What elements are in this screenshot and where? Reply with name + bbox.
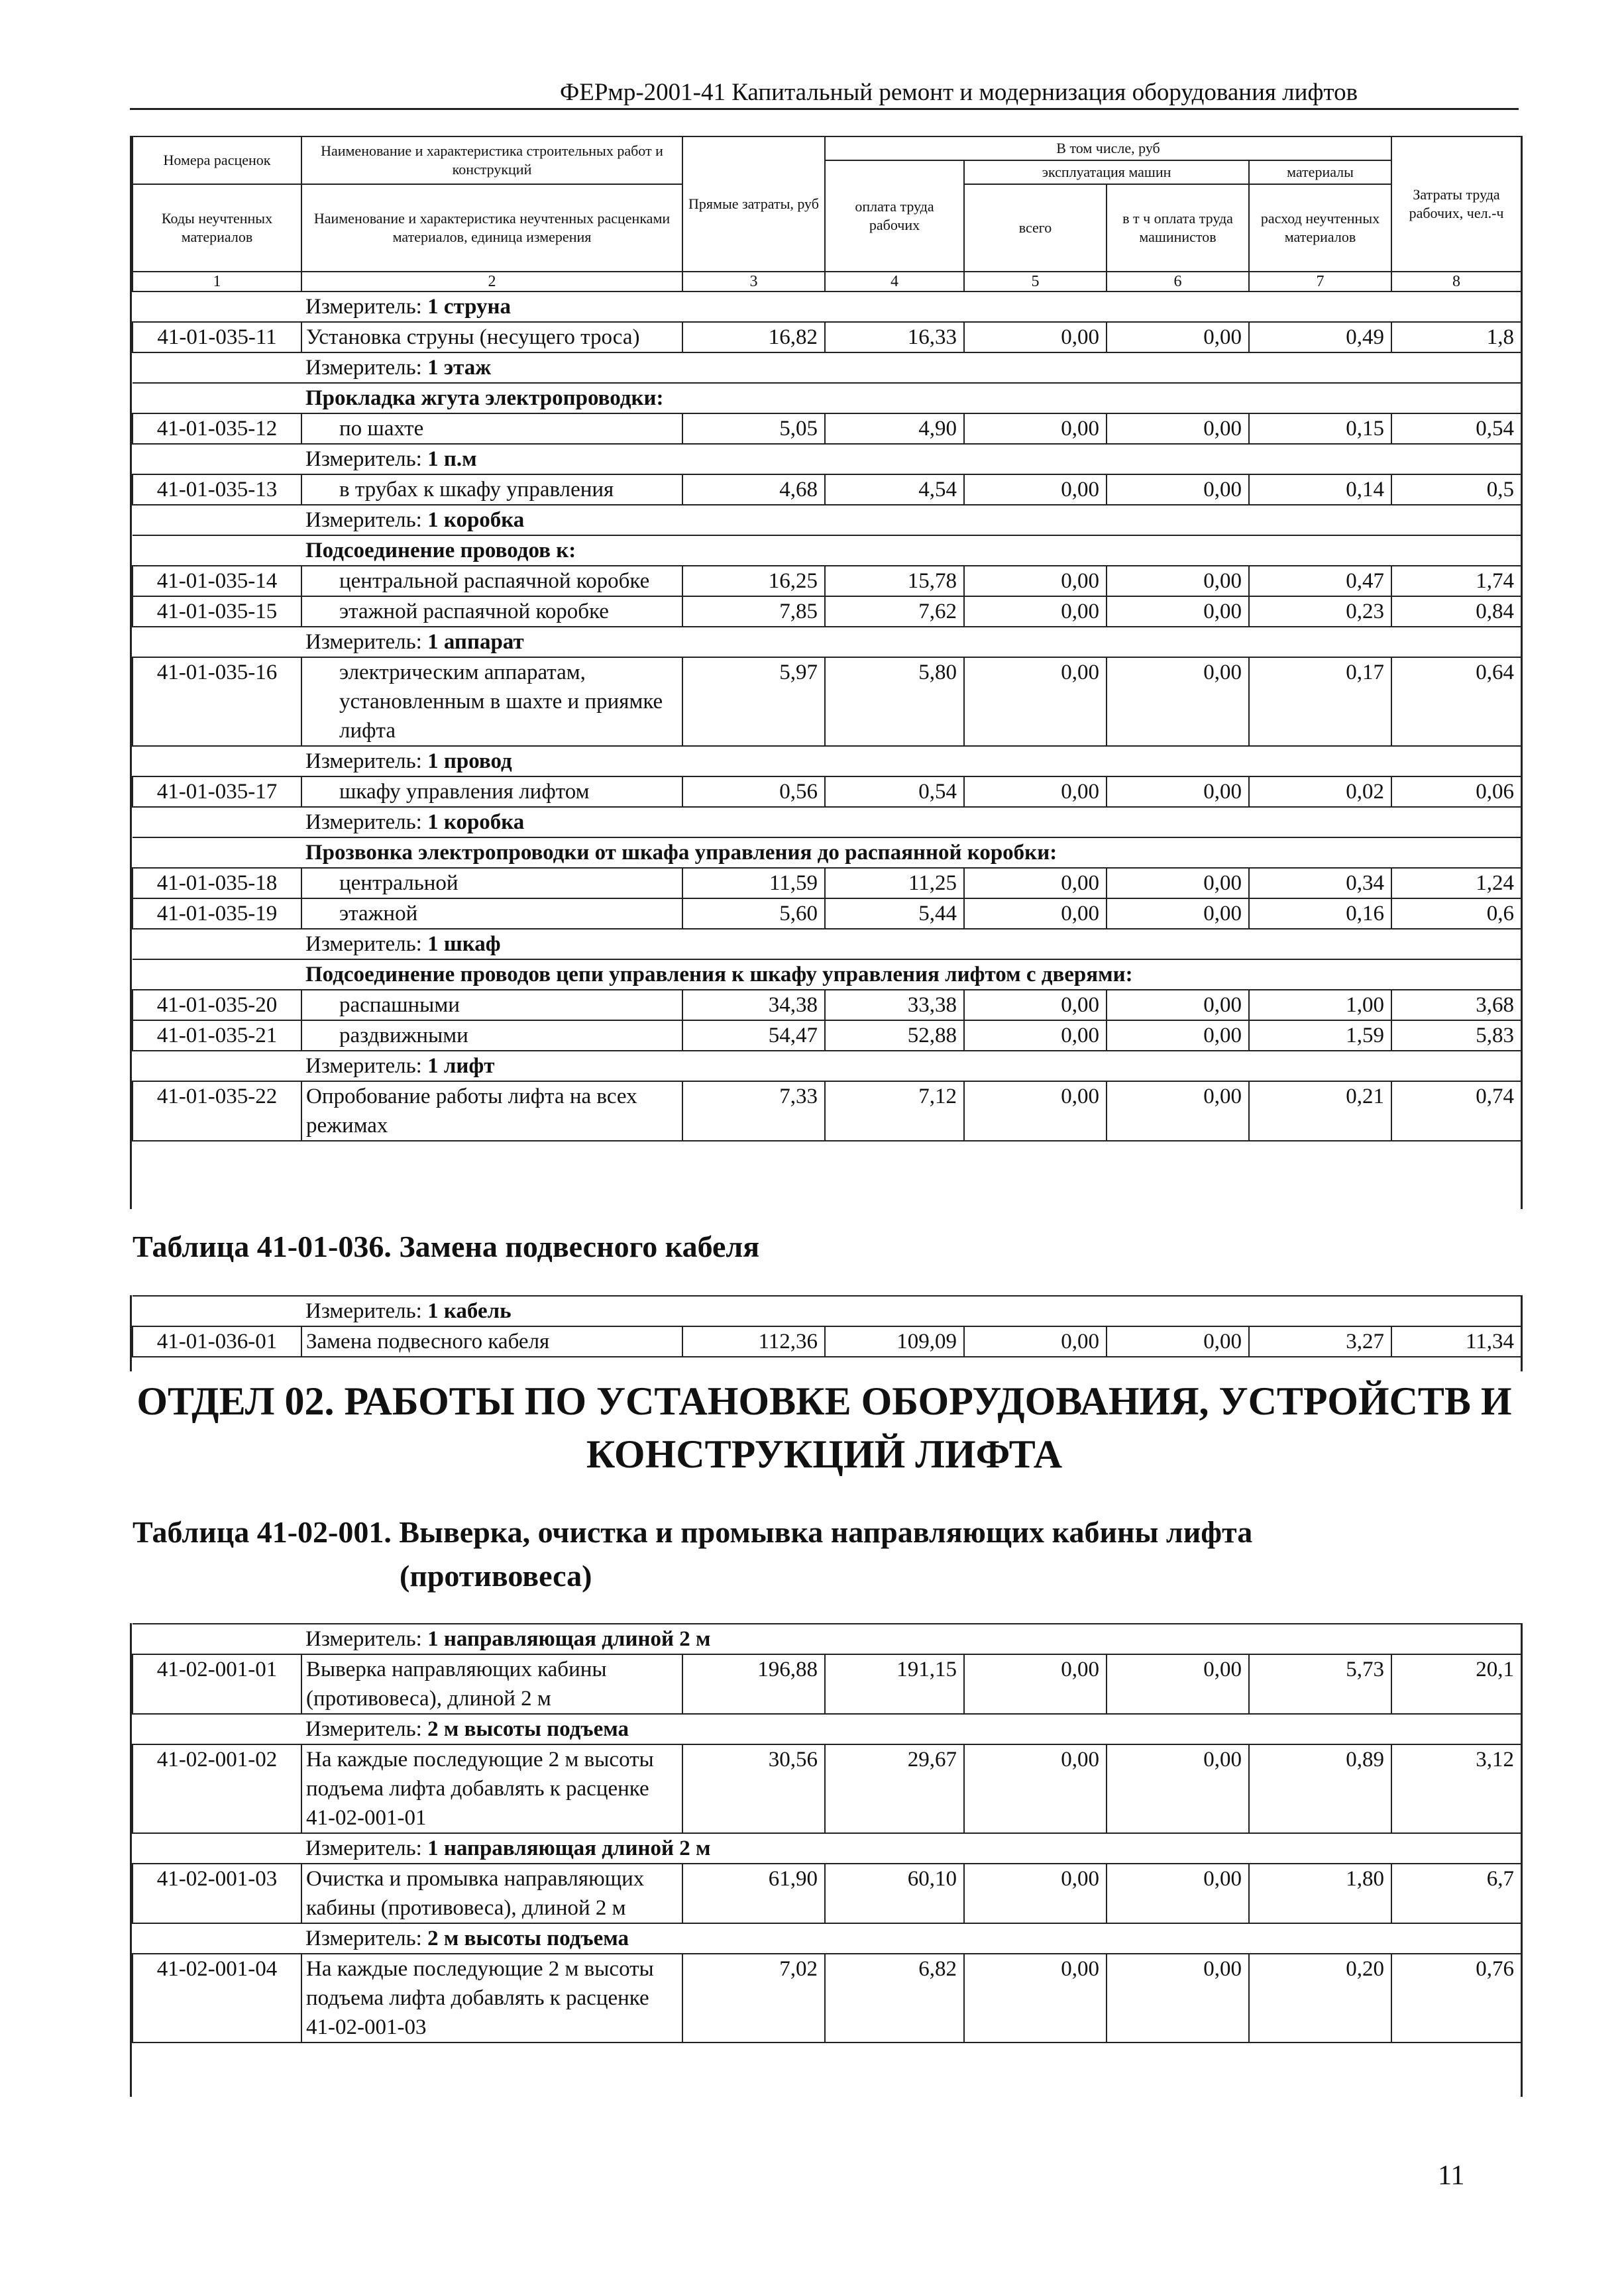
machines-total-cell: 0,00 (964, 1954, 1107, 2043)
measure-row (133, 505, 1521, 535)
measure-row (133, 627, 1521, 657)
rate-name: Замена подвесного кабеля (301, 1326, 682, 1357)
labor-hours-cell: 1,24 (1391, 868, 1521, 898)
wages-cell: 16,33 (825, 322, 964, 352)
machines-total-cell: 0,00 (964, 566, 1107, 596)
wages-cell: 7,62 (825, 596, 964, 627)
table-row (133, 1081, 1521, 1141)
measure-label (301, 292, 1521, 322)
measure-prefix: Измеритель: (305, 810, 428, 834)
rate-name: центральной (301, 868, 682, 898)
empty-cell (133, 627, 301, 657)
empty-cell (133, 746, 301, 776)
rate-code: 41-01-035-14 (133, 566, 301, 596)
table-row (133, 474, 1521, 505)
measure-label (301, 1833, 1521, 1864)
materials-cell: 1,59 (1249, 1020, 1391, 1051)
rate-code: 41-01-035-21 (133, 1020, 301, 1051)
hdr-material-codes: Коды неучтенных материалов (133, 184, 301, 272)
machinists-wages-cell: 0,00 (1107, 413, 1249, 444)
empty-cell (133, 929, 301, 959)
rate-code: 41-02-001-04 (133, 1954, 301, 2043)
rate-name: в трубах к шкафу управления (301, 474, 682, 505)
labor-hours-cell: 0,76 (1391, 1954, 1521, 2043)
rate-name: этажной (301, 898, 682, 929)
wages-cell: 11,25 (825, 868, 964, 898)
materials-cell: 0,15 (1249, 413, 1391, 444)
wages-cell: 52,88 (825, 1020, 964, 1051)
labor-hours-cell: 5,83 (1391, 1020, 1521, 1051)
hdr-material-names: Наименование и характеристика неучтенных расценками материалов, единица измерения (301, 184, 682, 272)
empty-cell (133, 1624, 301, 1654)
wages-cell: 29,67 (825, 1744, 964, 1833)
rate-name: электрическим аппаратам, установленным в шахте и приямке лифта (301, 657, 682, 746)
section-title: ОТДЕЛ 02. РАБОТЫ ПО УСТАНОВКЕ ОБОРУДОВАНИЯ, УСТРОЙСТВ И КОНСТРУКЦИЙ ЛИФТА (136, 1379, 1512, 1476)
rate-name: Очистка и промывка направляющих кабины (противовеса), длиной 2 м (301, 1864, 682, 1923)
direct-costs-cell: 0,56 (682, 776, 825, 807)
measure-unit: 1 кабель (427, 1299, 512, 1323)
machinists-wages-cell: 0,00 (1107, 322, 1249, 352)
rate-code: 41-01-036-01 (133, 1326, 301, 1357)
table-title-line-2: (противовеса) (400, 1559, 592, 1593)
measure-unit: 1 коробка (427, 508, 525, 532)
running-title: ФЕРмр-2001-41 Капитальный ремонт и модернизация оборудования лифтов (560, 79, 1358, 106)
measure-label (301, 505, 1521, 535)
machines-total-cell: 0,00 (964, 868, 1107, 898)
direct-costs-cell: 5,05 (682, 413, 825, 444)
machinists-wages-cell: 0,00 (1107, 776, 1249, 807)
labor-hours-cell: 3,68 (1391, 990, 1521, 1020)
wages-cell: 0,54 (825, 776, 964, 807)
subheading-row (133, 383, 1521, 413)
machinists-wages-cell: 0,00 (1107, 1020, 1249, 1051)
measure-prefix: Измеритель: (305, 630, 428, 654)
rate-name: по шахте (301, 413, 682, 444)
machinists-wages-cell: 0,00 (1107, 1081, 1249, 1141)
rates-table-3 (132, 1623, 1522, 2043)
direct-costs-cell: 11,59 (682, 868, 825, 898)
machinists-wages-cell: 0,00 (1107, 657, 1249, 746)
machines-total-cell: 0,00 (964, 1020, 1107, 1051)
labor-hours-cell: 20,1 (1391, 1654, 1521, 1714)
subheading: Подсоединение проводов цепи управления к шкафу управления лифтом с дверями: (301, 959, 1521, 990)
rates-table-1 (132, 136, 1522, 1142)
measure-prefix: Измеритель: (305, 932, 428, 956)
rate-name: раздвижными (301, 1020, 682, 1051)
measure-label (301, 746, 1521, 776)
hdr-including: В том числе, руб (825, 136, 1391, 160)
hdr-materials-use: расход неучтенных материалов (1249, 184, 1391, 272)
wages-cell: 5,80 (825, 657, 964, 746)
measure-row (133, 1714, 1521, 1744)
rate-code: 41-01-035-12 (133, 413, 301, 444)
materials-cell: 0,14 (1249, 474, 1391, 505)
direct-costs-cell: 16,82 (682, 322, 825, 352)
rate-code: 41-02-001-02 (133, 1744, 301, 1833)
measure-row (133, 1923, 1521, 1954)
rates-table-2 (132, 1295, 1522, 1357)
measure-label (301, 352, 1521, 383)
table-row (133, 596, 1521, 627)
direct-costs-cell: 7,85 (682, 596, 825, 627)
rate-code: 41-01-035-20 (133, 990, 301, 1020)
measure-unit: 1 этаж (427, 356, 492, 380)
machines-total-cell: 0,00 (964, 990, 1107, 1020)
measure-label (301, 627, 1521, 657)
measure-unit: 1 струна (427, 295, 512, 319)
materials-cell: 0,21 (1249, 1081, 1391, 1141)
measure-prefix: Измеритель: (305, 295, 428, 319)
col-num: 5 (964, 272, 1107, 292)
empty-cell (133, 383, 301, 413)
hdr-rate-numbers: Номера расценок (133, 136, 301, 184)
direct-costs-cell: 4,68 (682, 474, 825, 505)
machines-total-cell: 0,00 (964, 1081, 1107, 1141)
empty-cell (133, 1051, 301, 1081)
materials-cell: 1,00 (1249, 990, 1391, 1020)
empty-cell (133, 1714, 301, 1744)
subheading: Прокладка жгута электропроводки: (301, 383, 1521, 413)
machinists-wages-cell: 0,00 (1107, 596, 1249, 627)
machinists-wages-cell: 0,00 (1107, 868, 1249, 898)
hdr-machines-total: всего (964, 184, 1107, 272)
table-row (133, 566, 1521, 596)
machinists-wages-cell: 0,00 (1107, 1744, 1249, 1833)
machinists-wages-cell: 0,00 (1107, 1326, 1249, 1357)
rate-name: центральной распаячной коробке (301, 566, 682, 596)
measure-prefix: Измеритель: (305, 1054, 428, 1078)
machines-total-cell: 0,00 (964, 657, 1107, 746)
hdr-machines: эксплуатация машин (964, 160, 1249, 184)
subheading-row (133, 535, 1521, 566)
materials-cell: 0,49 (1249, 322, 1391, 352)
materials-cell: 0,17 (1249, 657, 1391, 746)
rate-code: 41-01-035-22 (133, 1081, 301, 1141)
measure-row (133, 807, 1521, 837)
materials-cell: 0,02 (1249, 776, 1391, 807)
empty-cell (133, 959, 301, 990)
wages-cell: 60,10 (825, 1864, 964, 1923)
col-num: 7 (1249, 272, 1391, 292)
measure-prefix: Измеритель: (305, 1836, 428, 1860)
table-row (133, 1954, 1521, 2043)
measure-row (133, 352, 1521, 383)
labor-hours-cell: 1,8 (1391, 322, 1521, 352)
measure-label (301, 1923, 1521, 1954)
rate-code: 41-01-035-17 (133, 776, 301, 807)
materials-cell: 0,34 (1249, 868, 1391, 898)
col-num: 8 (1391, 272, 1521, 292)
measure-prefix: Измеритель: (305, 749, 428, 773)
direct-costs-cell: 54,47 (682, 1020, 825, 1051)
wages-cell: 5,44 (825, 898, 964, 929)
measure-row (133, 746, 1521, 776)
hdr-wages: оплата труда рабочих (825, 160, 964, 272)
labor-hours-cell: 0,64 (1391, 657, 1521, 746)
measure-unit: 1 аппарат (427, 630, 524, 654)
empty-cell (133, 505, 301, 535)
measure-row (133, 444, 1521, 474)
table-row (133, 868, 1521, 898)
measure-label (301, 1296, 1521, 1326)
direct-costs-cell: 16,25 (682, 566, 825, 596)
direct-costs-cell: 5,97 (682, 657, 825, 746)
table-block-2 (130, 1295, 1523, 1371)
measure-label (301, 1714, 1521, 1744)
rate-code: 41-01-035-19 (133, 898, 301, 929)
table-row (133, 1654, 1521, 1714)
measure-prefix: Измеритель: (305, 1927, 428, 1950)
wages-cell: 7,12 (825, 1081, 964, 1141)
measure-prefix: Измеритель: (305, 1299, 428, 1323)
machinists-wages-cell: 0,00 (1107, 898, 1249, 929)
wages-cell: 191,15 (825, 1654, 964, 1714)
labor-hours-cell: 0,84 (1391, 596, 1521, 627)
machines-total-cell: 0,00 (964, 474, 1107, 505)
materials-cell: 0,23 (1249, 596, 1391, 627)
direct-costs-cell: 61,90 (682, 1864, 825, 1923)
rate-code: 41-01-035-11 (133, 322, 301, 352)
machinists-wages-cell: 0,00 (1107, 566, 1249, 596)
hdr-materials: материалы (1249, 160, 1391, 184)
machinists-wages-cell: 0,00 (1107, 1954, 1249, 2043)
rate-name: На каждые последующие 2 м высоты подъема лифта добавлять к расценке 41-02-001-03 (301, 1954, 682, 2043)
labor-hours-cell: 0,54 (1391, 413, 1521, 444)
direct-costs-cell: 7,02 (682, 1954, 825, 2043)
empty-cell (133, 837, 301, 868)
labor-hours-cell: 11,34 (1391, 1326, 1521, 1357)
table-row (133, 1744, 1521, 1833)
materials-cell: 0,89 (1249, 1744, 1391, 1833)
direct-costs-cell: 5,60 (682, 898, 825, 929)
measure-label (301, 444, 1521, 474)
subheading: Прозвонка электропроводки от шкафа управления до распаянной коробки: (301, 837, 1521, 868)
wages-cell: 4,90 (825, 413, 964, 444)
measure-unit: 1 шкаф (427, 932, 501, 956)
wages-cell: 4,54 (825, 474, 964, 505)
table-41-02-001-title (133, 1511, 1252, 1598)
wages-cell: 15,78 (825, 566, 964, 596)
machinists-wages-cell: 0,00 (1107, 474, 1249, 505)
empty-cell (133, 1923, 301, 1954)
table-title-line-1: Таблица 41-02-001. Выверка, очистка и промывка направляющих кабины лифта (133, 1515, 1253, 1549)
empty-cell (133, 535, 301, 566)
materials-cell: 0,47 (1249, 566, 1391, 596)
direct-costs-cell: 112,36 (682, 1326, 825, 1357)
table-row (133, 776, 1521, 807)
machinists-wages-cell: 0,00 (1107, 1654, 1249, 1714)
labor-hours-cell: 0,5 (1391, 474, 1521, 505)
measure-row (133, 1833, 1521, 1864)
direct-costs-cell: 196,88 (682, 1654, 825, 1714)
table-row (133, 413, 1521, 444)
measure-label (301, 1624, 1521, 1654)
machines-total-cell: 0,00 (964, 596, 1107, 627)
col-num: 6 (1107, 272, 1249, 292)
rate-name: На каждые последующие 2 м высоты подъема лифта добавлять к расценке 41-02-001-01 (301, 1744, 682, 1833)
rate-name: шкафу управления лифтом (301, 776, 682, 807)
page-number: 11 (1438, 2160, 1465, 2191)
empty-cell (133, 1296, 301, 1326)
machines-total-cell: 0,00 (964, 322, 1107, 352)
measure-unit: 1 п.м (427, 447, 477, 471)
materials-cell: 3,27 (1249, 1326, 1391, 1357)
rate-code: 41-02-001-01 (133, 1654, 301, 1714)
machines-total-cell: 0,00 (964, 413, 1107, 444)
measure-row (133, 1051, 1521, 1081)
table-block-1 (130, 136, 1523, 1209)
rate-name: Опробование работы лифта на всех режимах (301, 1081, 682, 1141)
materials-cell: 5,73 (1249, 1654, 1391, 1714)
hdr-machinists: в т ч оплата труда машинистов (1107, 184, 1249, 272)
measure-prefix: Измеритель: (305, 1627, 428, 1651)
machines-total-cell: 0,00 (964, 776, 1107, 807)
labor-hours-cell: 3,12 (1391, 1744, 1521, 1833)
measure-unit: 1 коробка (427, 810, 525, 834)
wages-cell: 6,82 (825, 1954, 964, 2043)
measure-label (301, 1051, 1521, 1081)
subheading: Подсоединение проводов к: (301, 535, 1521, 566)
empty-cell (133, 1833, 301, 1864)
rate-name: Установка струны (несущего троса) (301, 322, 682, 352)
table-row (133, 990, 1521, 1020)
hdr-direct-costs: Прямые затраты, руб (682, 136, 825, 272)
measure-unit: 1 направляющая длиной 2 м (427, 1836, 711, 1860)
rate-name: Выверка направляющих кабины (противовеса), длиной 2 м (301, 1654, 682, 1714)
measure-label (301, 807, 1521, 837)
machines-total-cell: 0,00 (964, 898, 1107, 929)
rate-name: этажной распаячной коробке (301, 596, 682, 627)
labor-hours-cell: 0,06 (1391, 776, 1521, 807)
machines-total-cell: 0,00 (964, 1864, 1107, 1923)
table-row (133, 1020, 1521, 1051)
direct-costs-cell: 30,56 (682, 1744, 825, 1833)
measure-unit: 1 направляющая длиной 2 м (427, 1627, 711, 1651)
measure-unit: 1 провод (427, 749, 512, 773)
table-41-01-036-title: Таблица 41-01-036. Замена подвесного кабеля (133, 1230, 760, 1263)
machinists-wages-cell: 0,00 (1107, 990, 1249, 1020)
col-num: 1 (133, 272, 301, 292)
table-row (133, 322, 1521, 352)
hdr-work-name: Наименование и характеристика строительных работ и конструкций (301, 136, 682, 184)
rate-code: 41-01-035-18 (133, 868, 301, 898)
machines-total-cell: 0,00 (964, 1654, 1107, 1714)
rate-name: распашными (301, 990, 682, 1020)
empty-cell (133, 444, 301, 474)
direct-costs-cell: 34,38 (682, 990, 825, 1020)
measure-prefix: Измеритель: (305, 508, 428, 532)
hdr-labor: Затраты труда рабочих, чел.-ч (1391, 136, 1521, 272)
measure-unit: 1 лифт (427, 1054, 495, 1078)
measure-prefix: Измеритель: (305, 447, 428, 471)
table-block-3 (130, 1623, 1523, 2097)
rate-code: 41-01-035-13 (133, 474, 301, 505)
empty-cell (133, 292, 301, 322)
measure-row (133, 1296, 1521, 1326)
rate-code: 41-01-035-16 (133, 657, 301, 746)
materials-cell: 0,20 (1249, 1954, 1391, 2043)
direct-costs-cell: 7,33 (682, 1081, 825, 1141)
header-rule (130, 108, 1519, 110)
machines-total-cell: 0,00 (964, 1744, 1107, 1833)
rate-code: 41-02-001-03 (133, 1864, 301, 1923)
labor-hours-cell: 6,7 (1391, 1864, 1521, 1923)
measure-prefix: Измеритель: (305, 356, 428, 380)
measure-prefix: Измеритель: (305, 1717, 428, 1741)
col-num: 2 (301, 272, 682, 292)
labor-hours-cell: 1,74 (1391, 566, 1521, 596)
empty-cell (133, 352, 301, 383)
empty-cell (133, 807, 301, 837)
machinists-wages-cell: 0,00 (1107, 1864, 1249, 1923)
measure-unit: 2 м высоты подъема (427, 1717, 629, 1741)
subheading-row (133, 959, 1521, 990)
materials-cell: 1,80 (1249, 1864, 1391, 1923)
col-num: 4 (825, 272, 964, 292)
machines-total-cell: 0,00 (964, 1326, 1107, 1357)
wages-cell: 109,09 (825, 1326, 964, 1357)
table-row (133, 1864, 1521, 1923)
measure-row (133, 1624, 1521, 1654)
table-row (133, 657, 1521, 746)
measure-row (133, 292, 1521, 322)
table-row (133, 898, 1521, 929)
subheading-row (133, 837, 1521, 868)
rate-code: 41-01-035-15 (133, 596, 301, 627)
wages-cell: 33,38 (825, 990, 964, 1020)
labor-hours-cell: 0,6 (1391, 898, 1521, 929)
measure-unit: 2 м высоты подъема (427, 1927, 629, 1950)
table-row (133, 1326, 1521, 1357)
labor-hours-cell: 0,74 (1391, 1081, 1521, 1141)
col-num: 3 (682, 272, 825, 292)
measure-label (301, 929, 1521, 959)
materials-cell: 0,16 (1249, 898, 1391, 929)
measure-row (133, 929, 1521, 959)
